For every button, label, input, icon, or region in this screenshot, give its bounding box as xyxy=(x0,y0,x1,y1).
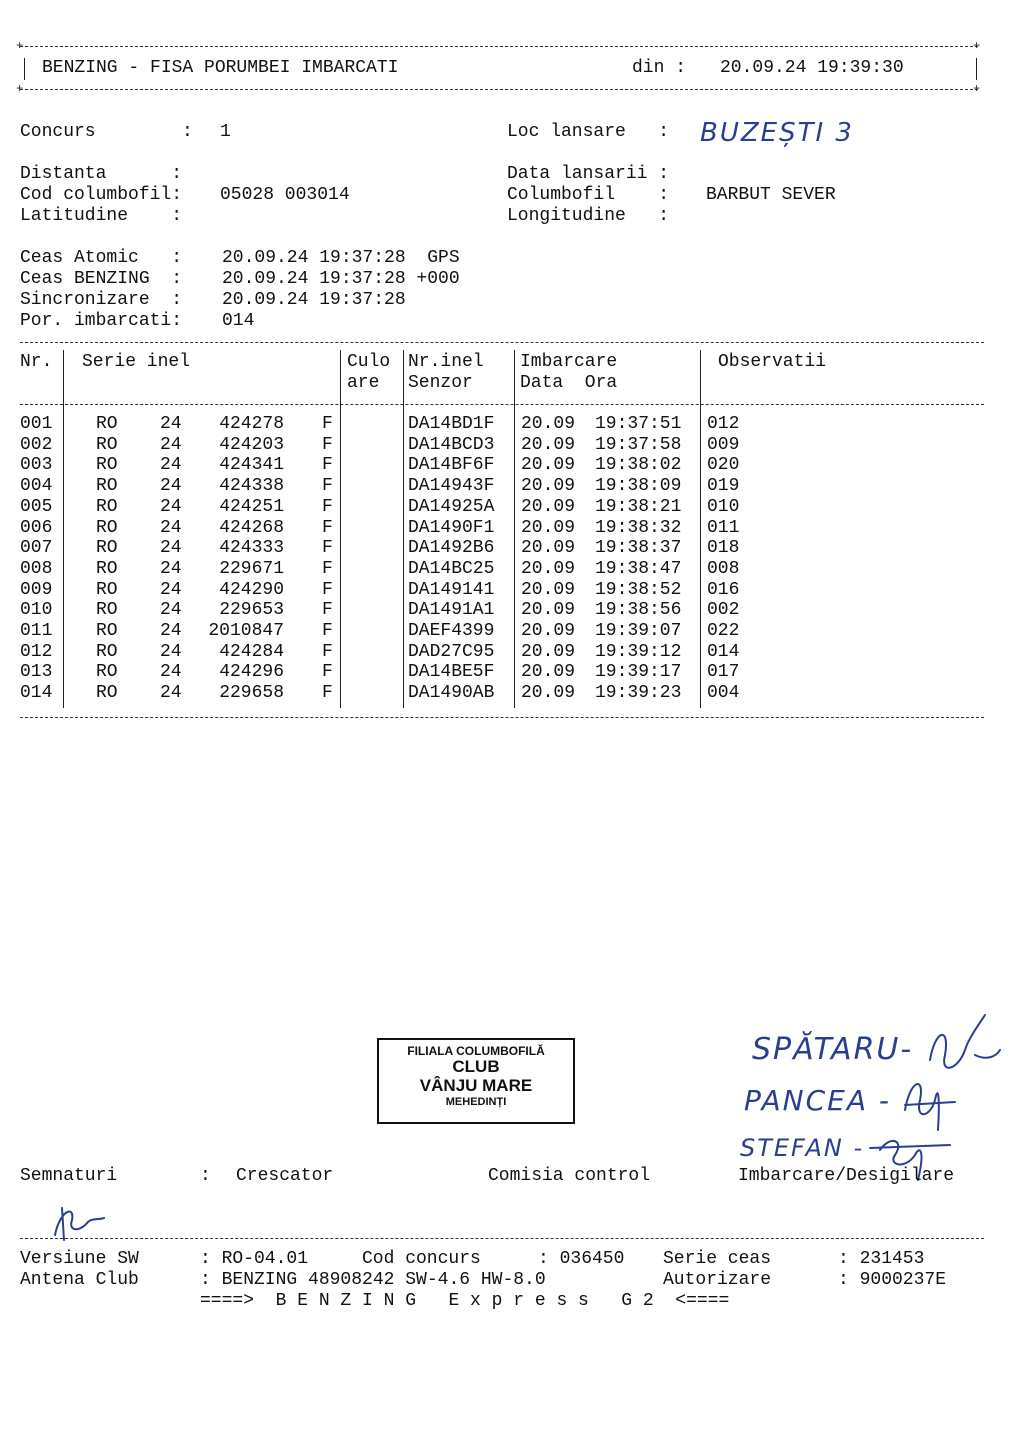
por-imbarcati-label: Por. imbarcati: xyxy=(20,311,183,331)
semnaturi-label: Semnaturi xyxy=(20,1166,118,1186)
row-ring: 424338 xyxy=(219,476,284,497)
row-ora: 19:38:37 xyxy=(595,538,682,559)
row-year: 24 xyxy=(160,621,182,641)
comisia-control-label: Comisia control xyxy=(488,1166,651,1186)
header-corner-tr: + xyxy=(973,39,981,53)
row-observatii: 022 xyxy=(707,621,740,641)
row-year: 24 xyxy=(160,538,182,559)
ceas-benzing-value: 20.09.24 19:37:28 +000 xyxy=(222,269,460,289)
header-right-border xyxy=(976,58,977,80)
autorizare-value: : 9000237E xyxy=(838,1270,947,1290)
row-senzor: DA1490F1 xyxy=(408,517,495,538)
header-datetime: 20.09.24 19:39:30 xyxy=(720,58,904,78)
col-header-data-ora: Data Ora xyxy=(520,373,618,393)
row-country: RO xyxy=(96,683,118,704)
row-observatii: 011 xyxy=(707,517,740,538)
row-ring: 424278 xyxy=(219,414,284,434)
row-ora: 19:38:32 xyxy=(595,517,682,538)
row-nr: 014 xyxy=(20,683,53,704)
header-din-label: din : xyxy=(632,58,687,78)
row-senzor: DA14BC25 xyxy=(408,558,495,579)
row-data: 20.09 xyxy=(521,641,576,662)
col-header-are: are xyxy=(347,373,380,393)
row-year: 24 xyxy=(160,414,182,434)
header-bottom-border xyxy=(20,89,978,90)
row-nr: 008 xyxy=(20,558,53,579)
row-ora: 19:39:23 xyxy=(595,683,682,704)
row-ora: 19:39:17 xyxy=(595,662,682,683)
row-ora: 19:38:09 xyxy=(595,476,682,497)
row-data: 20.09 xyxy=(521,579,576,600)
row-data: 20.09 xyxy=(521,621,576,641)
row-country: RO xyxy=(96,496,118,517)
por-imbarcati-value: 014 xyxy=(222,311,255,331)
table-row xyxy=(0,559,1024,580)
row-ora: 19:38:56 xyxy=(595,600,682,621)
autorizare-label: Autorizare xyxy=(663,1270,772,1290)
row-nr: 002 xyxy=(20,434,53,455)
row-nr: 010 xyxy=(20,600,53,621)
signature-crescator xyxy=(55,1208,104,1240)
stamp-line-4: MEHEDINȚI xyxy=(445,1095,507,1108)
stamp-line-2: CLUB xyxy=(452,1057,500,1077)
ceas-atomic-value: 20.09.24 19:37:28 GPS xyxy=(222,248,460,268)
header-top-border xyxy=(20,46,978,47)
signature-spataru xyxy=(930,1015,1000,1068)
row-ring: 424284 xyxy=(219,641,284,662)
row-data: 20.09 xyxy=(521,414,576,434)
row-nr: 013 xyxy=(20,662,53,683)
row-observatii: 004 xyxy=(707,683,740,704)
loc-lansare-label: Loc lansare : xyxy=(507,122,670,142)
row-senzor: DA1492B6 xyxy=(408,538,495,559)
row-ring: 424203 xyxy=(219,434,284,455)
table-row xyxy=(0,497,1024,518)
table-row xyxy=(0,538,1024,559)
distanta-label: Distanta : xyxy=(20,164,183,184)
row-ring: 229671 xyxy=(219,558,284,579)
row-country: RO xyxy=(96,662,118,683)
row-country: RO xyxy=(96,621,118,641)
row-year: 24 xyxy=(160,600,182,621)
row-nr: 005 xyxy=(20,496,53,517)
row-ring: 424333 xyxy=(219,538,284,559)
ceas-atomic-label: Ceas Atomic : xyxy=(20,248,183,268)
row-sex: F xyxy=(322,600,333,621)
benzing-banner: ====> B E N Z I N G E x p r e s s G 2 <==== xyxy=(200,1291,730,1311)
row-year: 24 xyxy=(160,641,182,662)
table-row xyxy=(0,414,1024,435)
crescator-label: Crescator xyxy=(236,1166,334,1186)
table-row xyxy=(0,476,1024,497)
row-observatii: 009 xyxy=(707,434,740,455)
row-nr: 006 xyxy=(20,517,53,538)
row-year: 24 xyxy=(160,517,182,538)
handwritten-name-2: PANCEA - xyxy=(744,1084,891,1117)
serie-ceas-value: : 231453 xyxy=(838,1249,925,1269)
row-senzor: DA14BF6F xyxy=(408,455,495,476)
col-header-nr-inel: Nr.inel xyxy=(408,352,484,372)
row-observatii: 012 xyxy=(707,414,740,434)
row-sex: F xyxy=(322,641,333,662)
row-country: RO xyxy=(96,538,118,559)
row-senzor: DA14943F xyxy=(408,476,495,497)
row-year: 24 xyxy=(160,476,182,497)
row-ora: 19:39:12 xyxy=(595,641,682,662)
row-nr: 004 xyxy=(20,476,53,497)
row-sex: F xyxy=(322,621,333,641)
row-sex: F xyxy=(322,579,333,600)
row-sex: F xyxy=(322,496,333,517)
club-stamp xyxy=(377,1038,575,1124)
longitudine-label: Longitudine : xyxy=(507,206,670,226)
versiune-sw-value: : RO-04.01 xyxy=(200,1249,309,1269)
col-header-culo: Culo xyxy=(347,352,391,372)
row-nr: 003 xyxy=(20,455,53,476)
latitudine-label: Latitudine : xyxy=(20,206,183,226)
row-ring: 2010847 xyxy=(208,621,284,641)
row-observatii: 018 xyxy=(707,538,740,559)
row-observatii: 019 xyxy=(707,476,740,497)
row-sex: F xyxy=(322,476,333,497)
cod-concurs-value: : 036450 xyxy=(538,1249,625,1269)
col-header-serie-inel: Serie inel xyxy=(82,352,191,372)
row-ring: 424341 xyxy=(219,455,284,476)
handwritten-name-3: STEFAN - xyxy=(740,1134,865,1162)
footer-separator xyxy=(20,1238,984,1239)
row-ora: 19:38:21 xyxy=(595,496,682,517)
row-ring: 229658 xyxy=(219,683,284,704)
col-header-nr: Nr. xyxy=(20,352,53,372)
row-country: RO xyxy=(96,414,118,434)
row-ora: 19:38:47 xyxy=(595,558,682,579)
row-ring: 424268 xyxy=(219,517,284,538)
row-ring: 424296 xyxy=(219,662,284,683)
row-year: 24 xyxy=(160,662,182,683)
row-senzor: DAD27C95 xyxy=(408,641,495,662)
cod-concurs-label: Cod concurs xyxy=(362,1249,481,1269)
antena-club-label: Antena Club xyxy=(20,1270,139,1290)
row-year: 24 xyxy=(160,558,182,579)
row-nr: 001 xyxy=(20,414,53,434)
header-left-border xyxy=(24,58,25,80)
header-corner-bl: + xyxy=(16,82,24,96)
row-sex: F xyxy=(322,558,333,579)
table-row xyxy=(0,642,1024,663)
header-corner-tl: + xyxy=(16,39,24,53)
row-ora: 19:37:58 xyxy=(595,434,682,455)
row-country: RO xyxy=(96,600,118,621)
row-observatii: 017 xyxy=(707,662,740,683)
row-nr: 007 xyxy=(20,538,53,559)
semnaturi-colon: : xyxy=(200,1166,211,1186)
row-senzor: DA14925A xyxy=(408,496,495,517)
row-observatii: 020 xyxy=(707,455,740,476)
stamp-line-3: VÂNJU MARE xyxy=(419,1075,533,1095)
row-ora: 19:38:52 xyxy=(595,579,682,600)
row-sex: F xyxy=(322,434,333,455)
antena-club-value: : BENZING 48908242 SW-4.6 HW-8.0 xyxy=(200,1270,546,1290)
row-nr: 011 xyxy=(20,621,53,641)
table-row xyxy=(0,600,1024,621)
col-header-imbarcare: Imbarcare xyxy=(520,352,618,372)
page-title: BENZING - FISA PORUMBEI IMBARCATI xyxy=(42,58,399,78)
row-ring: 424290 xyxy=(219,579,284,600)
handwritten-name-1: SPĂTARU- xyxy=(752,1032,914,1067)
columbofil-label: Columbofil : xyxy=(507,185,670,205)
row-data: 20.09 xyxy=(521,517,576,538)
row-nr: 009 xyxy=(20,579,53,600)
columbofil-value: BARBUT SEVER xyxy=(706,185,836,205)
stamp-line-1: FILIALA COLUMBOFILĂ xyxy=(407,1044,545,1058)
row-data: 20.09 xyxy=(521,496,576,517)
row-senzor: DA14BE5F xyxy=(408,662,495,683)
row-country: RO xyxy=(96,476,118,497)
table-row xyxy=(0,662,1024,683)
row-year: 24 xyxy=(160,455,182,476)
row-ora: 19:38:02 xyxy=(595,455,682,476)
table-row xyxy=(0,683,1024,704)
table-header-separator xyxy=(20,404,984,405)
row-senzor: DA1491A1 xyxy=(408,600,495,621)
row-senzor: DA149141 xyxy=(408,579,495,600)
row-ora: 19:37:51 xyxy=(595,414,682,434)
row-data: 20.09 xyxy=(521,476,576,497)
row-senzor: DAEF4399 xyxy=(408,621,495,641)
row-data: 20.09 xyxy=(521,600,576,621)
table-row xyxy=(0,435,1024,456)
row-ring: 424251 xyxy=(219,496,284,517)
cod-columbofil-value: 05028 003014 xyxy=(220,185,350,205)
row-sex: F xyxy=(322,414,333,434)
versiune-sw-label: Versiune SW xyxy=(20,1249,139,1269)
sincronizare-value: 20.09.24 19:37:28 xyxy=(222,290,406,310)
concurs-label: Concurs : xyxy=(20,122,193,142)
row-country: RO xyxy=(96,558,118,579)
row-nr: 012 xyxy=(20,641,53,662)
row-senzor: DA1490AB xyxy=(408,683,495,704)
header-corner-br: + xyxy=(973,82,981,96)
row-data: 20.09 xyxy=(521,683,576,704)
row-data: 20.09 xyxy=(521,538,576,559)
table-row xyxy=(0,518,1024,539)
row-year: 24 xyxy=(160,579,182,600)
row-year: 24 xyxy=(160,434,182,455)
table-row xyxy=(0,621,1024,642)
row-observatii: 008 xyxy=(707,558,740,579)
col-header-senzor: Senzor xyxy=(408,373,473,393)
concurs-value: 1 xyxy=(220,122,231,142)
data-lansarii-label: Data lansarii : xyxy=(507,164,670,184)
sincronizare-label: Sincronizare : xyxy=(20,290,183,310)
row-data: 20.09 xyxy=(521,455,576,476)
col-header-observatii: Observatii xyxy=(718,352,827,372)
serie-ceas-label: Serie ceas xyxy=(663,1249,772,1269)
row-data: 20.09 xyxy=(521,558,576,579)
row-country: RO xyxy=(96,434,118,455)
imbarcare-desigilare-label: Imbarcare/Desigilare xyxy=(738,1166,955,1186)
row-observatii: 014 xyxy=(707,641,740,662)
row-observatii: 002 xyxy=(707,600,740,621)
row-observatii: 016 xyxy=(707,579,740,600)
row-country: RO xyxy=(96,517,118,538)
row-country: RO xyxy=(96,579,118,600)
ceas-benzing-label: Ceas BENZING : xyxy=(20,269,183,289)
row-ora: 19:39:07 xyxy=(595,621,682,641)
table-row xyxy=(0,455,1024,476)
cod-columbofil-label: Cod columbofil: xyxy=(20,185,183,205)
table-bottom-border xyxy=(20,717,984,718)
row-senzor: DA14BCD3 xyxy=(408,434,495,455)
row-country: RO xyxy=(96,455,118,476)
row-senzor: DA14BD1F xyxy=(408,414,495,434)
row-sex: F xyxy=(322,517,333,538)
row-sex: F xyxy=(322,538,333,559)
row-data: 20.09 xyxy=(521,662,576,683)
table-row xyxy=(0,580,1024,601)
row-year: 24 xyxy=(160,683,182,704)
row-country: RO xyxy=(96,641,118,662)
row-ring: 229653 xyxy=(219,600,284,621)
row-sex: F xyxy=(322,662,333,683)
row-sex: F xyxy=(322,683,333,704)
row-sex: F xyxy=(322,455,333,476)
loc-lansare-handwritten: BUZEȘTI 3 xyxy=(700,118,854,148)
row-observatii: 010 xyxy=(707,496,740,517)
row-year: 24 xyxy=(160,496,182,517)
signature-pancea xyxy=(905,1084,955,1130)
table-top-border xyxy=(20,342,984,343)
row-data: 20.09 xyxy=(521,434,576,455)
